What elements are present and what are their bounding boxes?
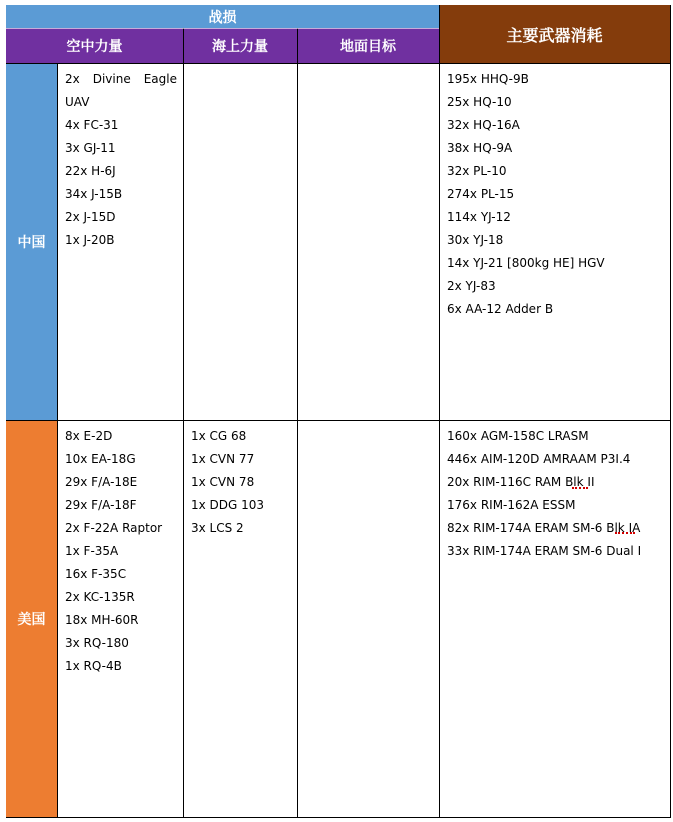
list-item: 2x J-15D <box>65 210 116 224</box>
losses-header <box>6 5 439 28</box>
list-item: 32x HQ-16A <box>447 118 520 132</box>
china-munitions-cell <box>439 63 670 420</box>
list-item: 29x F/A-18F <box>65 498 137 512</box>
list-item: 2x Divine Eagle UAV <box>65 72 177 109</box>
list-item: 32x PL-10 <box>447 164 507 178</box>
list-item: 446x AIM-120D AMRAAM P3I.4 <box>447 452 631 466</box>
list-item: 1x DDG 103 <box>191 498 265 512</box>
list-item: 4x FC-31 <box>65 118 119 132</box>
list-item: 3x RQ-180 <box>65 636 129 650</box>
list-item: 2x KC-135R <box>65 590 135 604</box>
grid-line <box>6 817 671 818</box>
ground-header <box>297 28 439 63</box>
usa-side-label <box>6 420 57 817</box>
list-item: 3x LCS 2 <box>191 521 244 535</box>
list-item: 33x RIM-174A ERAM SM-6 Dual I <box>447 544 642 558</box>
munitions-header <box>439 5 670 63</box>
losses-header-label: 战损 <box>208 9 237 26</box>
list-item: 2x YJ-83 <box>447 279 496 293</box>
list-item: 18x MH-60R <box>65 613 139 627</box>
list-item: 38x HQ-9A <box>447 141 513 155</box>
grid-line <box>6 28 439 29</box>
list-item: 20x RIM-116C RAM Blk II <box>447 475 595 489</box>
list-item: 8x E-2D <box>65 429 113 443</box>
list-item: 1x CVN 78 <box>191 475 255 489</box>
grid-line <box>6 420 670 421</box>
list-item: 82x RIM-174A ERAM SM-6 Blk IA <box>447 521 641 535</box>
list-item: 114x YJ-12 <box>447 210 511 224</box>
grid-line <box>57 63 58 817</box>
china-air-cell <box>57 63 183 420</box>
grid-line <box>439 5 440 818</box>
list-item: 1x RQ-4B <box>65 659 122 673</box>
list-item: 14x YJ-21 [800kg HE] HGV <box>447 256 605 270</box>
list-item: 25x HQ-10 <box>447 95 512 109</box>
grid-line <box>183 28 184 817</box>
air-header-label: 空中力量 <box>66 38 123 55</box>
sea-header-label: 海上力量 <box>212 38 268 55</box>
usa-air-cell <box>57 420 183 817</box>
ground-header-label: 地面目标 <box>340 38 396 55</box>
usa-side-text: 美国 <box>17 611 46 628</box>
grid-line <box>297 28 298 817</box>
usa-ground-cell <box>297 420 439 817</box>
list-item: 1x CVN 77 <box>191 452 255 466</box>
list-item: 29x F/A-18E <box>65 475 138 489</box>
list-item: 16x F-35C <box>65 567 127 581</box>
list-item: 6x AA-12 Adder B <box>447 302 554 316</box>
list-item: 2x F-22A Raptor <box>65 521 163 535</box>
spellcheck-underline <box>615 531 635 534</box>
air-header <box>6 28 183 63</box>
list-item: 1x J-20B <box>65 233 115 247</box>
list-item: 1x CG 68 <box>191 429 247 443</box>
china-side-text: 中国 <box>17 234 46 251</box>
list-item: 22x H-6J <box>65 164 116 178</box>
list-item: 10x EA-18G <box>65 452 136 466</box>
grid-line <box>670 5 671 818</box>
list-item: 195x HHQ-9B <box>447 72 529 86</box>
list-item: 160x AGM-158C LRASM <box>447 429 589 443</box>
list-item: 274x PL-15 <box>447 187 515 201</box>
china-ground-cell <box>297 63 439 420</box>
china-sea-cell <box>183 63 297 420</box>
list-item: 1x F-35A <box>65 544 119 558</box>
grid-line <box>6 63 670 64</box>
list-item: 30x YJ-18 <box>447 233 504 247</box>
usa-sea-cell <box>183 420 297 817</box>
spellcheck-underline <box>572 486 588 489</box>
china-side-label <box>6 63 57 420</box>
list-item: 34x J-15B <box>65 187 123 201</box>
munitions-header-label: 主要武器消耗 <box>506 25 603 45</box>
list-item: 176x RIM-162A ESSM <box>447 498 576 512</box>
sea-header <box>183 28 297 63</box>
usa-munitions-cell <box>439 420 670 817</box>
list-item: 3x GJ-11 <box>65 141 116 155</box>
